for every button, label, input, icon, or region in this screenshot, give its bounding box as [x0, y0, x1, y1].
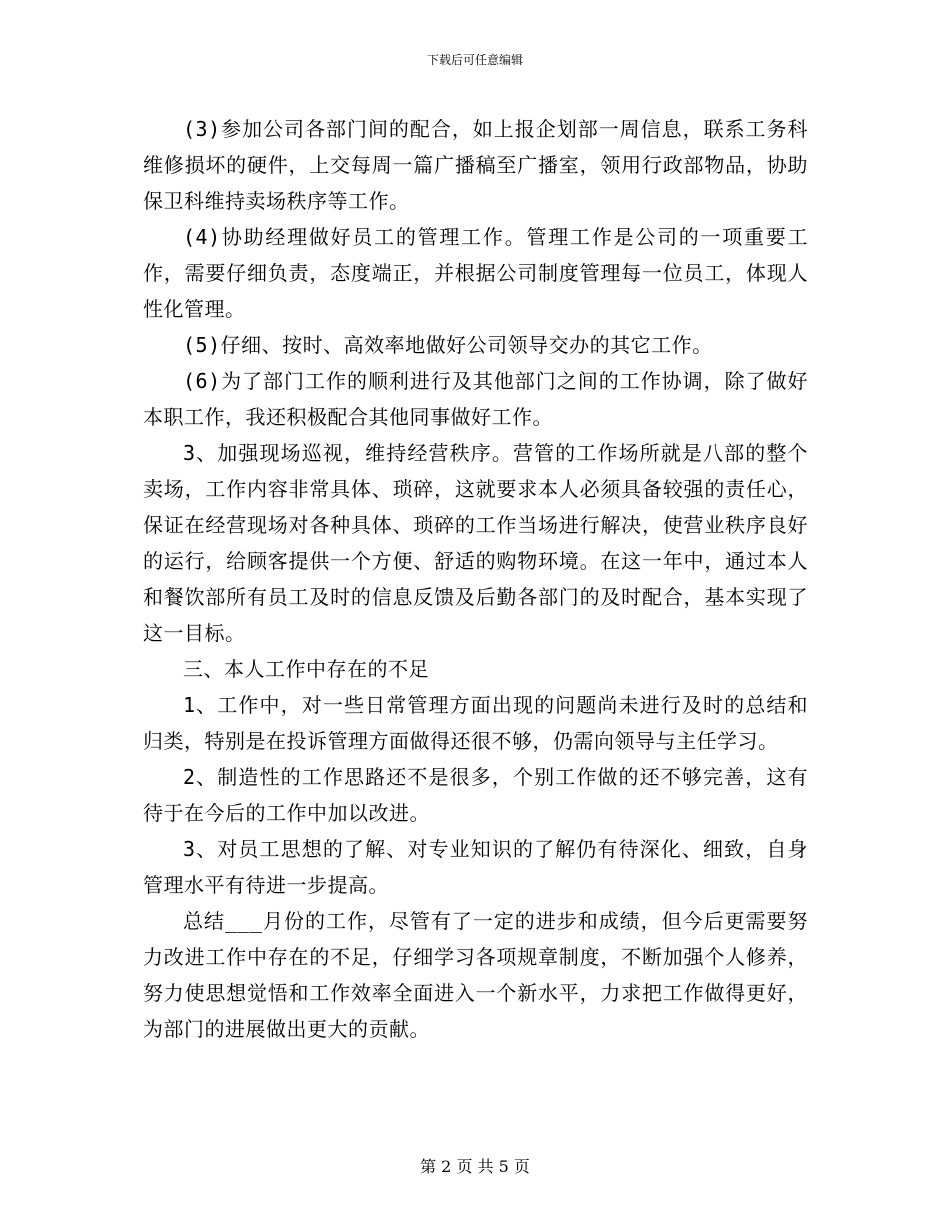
paragraph-item-5: (5)仔细、按时、高效率地做好公司领导交办的其它工作。	[183, 333, 713, 357]
page-header: 下载后可任意编辑	[426, 53, 523, 67]
paragraph-shortcoming-1: 1、工作中，对一些日常管理方面出现的问题尚未进行及时的总结和归类，特别是在投诉管理方面做得还很不够，仍需向领导与主任学习。	[143, 693, 808, 753]
section-heading-shortcomings: 三、本人工作中存在的不足	[183, 657, 429, 681]
paragraph-item-3: (3)参加公司各部门间的配合，如上报企划部一周信息，联系工务科维修损坏的硬件，上交每周一篇广播稿至广播室，领用行政部物品，协助保卫科维持卖场秩序等工作。	[143, 117, 808, 213]
page-number: 第 2 页 共 5 页	[420, 1157, 530, 1176]
paragraph-shortcoming-3: 3、对员工思想的了解、对专业知识的了解仍有待深化、细致，自身管理水平有待进一步提高。	[143, 837, 808, 897]
paragraph-summary: 总结___月份的工作，尽管有了一定的进步和成绩，但今后更需要努力改进工作中存在的不足，仔细学习各项规章制度，不断加强个人修养，努力使思想觉悟和工作效率全面进入一个新水平，力求把工作做得更好，为部门的进展做出更大的贡献。	[143, 909, 808, 1041]
document-body	[143, 111, 808, 1047]
paragraph-item-4: (4)协助经理做好员工的管理工作。管理工作是公司的一项重要工作，需要仔细负责，态度端正，并根据公司制度管理每一位员工，体现人性化管理。	[143, 225, 808, 321]
paragraph-shortcoming-2: 2、制造性的工作思路还不是很多，个别工作做的还不够完善，这有待于在今后的工作中加以改进。	[143, 765, 808, 825]
paragraph-section-3: 3、加强现场巡视，维持经营秩序。营管的工作场所就是八部的整个卖场，工作内容非常具体、琐碎，这就要求本人必须具备较强的责任心，保证在经营现场对各种具体、琐碎的工作当场进行解决，使营业秩序良好的运行，给顾客提供一个方便、舒适的购物环境。在这一年中，通过本人和餐饮部所有员工及时的信息反馈及后勤各部门的及时配合，基本实现了这一目标。	[143, 441, 808, 645]
paragraph-item-6: (6)为了部门工作的顺利进行及其他部门之间的工作协调，除了做好本职工作，我还积极配合其他同事做好工作。	[143, 369, 808, 429]
